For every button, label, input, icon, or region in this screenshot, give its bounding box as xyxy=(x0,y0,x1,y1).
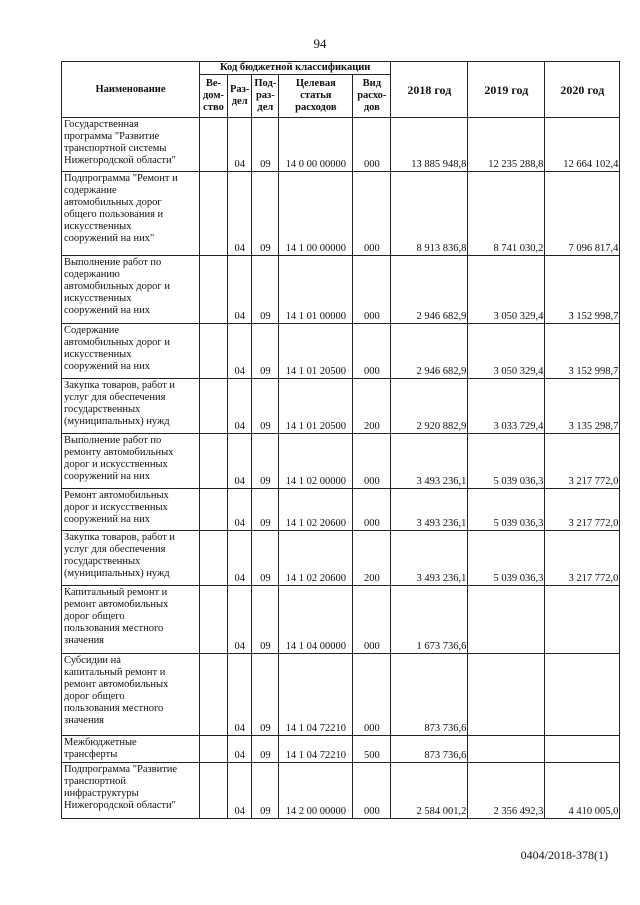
row-vid: 000 xyxy=(353,324,391,379)
row-statya: 14 1 04 72210 xyxy=(279,736,353,763)
row-vedomstvo xyxy=(200,531,228,586)
row-razdel: 04 xyxy=(228,434,252,489)
table-row xyxy=(62,489,620,531)
row-value-2019: 3 050 329,4 xyxy=(468,256,545,324)
row-podrazdel: 09 xyxy=(252,489,279,531)
row-name: Подпрограмма "Развитие транспортной инфраструктуры Нижегородской области" xyxy=(62,763,200,819)
table-row xyxy=(62,379,620,434)
row-value-2019 xyxy=(468,586,545,654)
row-vedomstvo xyxy=(200,172,228,256)
row-value-2018: 2 946 682,9 xyxy=(391,324,468,379)
row-vedomstvo xyxy=(200,763,228,819)
row-statya: 14 1 04 72210 xyxy=(279,654,353,736)
row-podrazdel: 09 xyxy=(252,434,279,489)
row-statya: 14 1 00 00000 xyxy=(279,172,353,256)
header-year-2019: 2019 год xyxy=(468,62,545,118)
row-vedomstvo xyxy=(200,379,228,434)
row-name: Выполнение работ по содержанию автомобильных дорог и искусственных сооружений на них xyxy=(62,256,200,324)
row-name: Капитальный ремонт и ремонт автомобильных дорог общего пользования местного значения xyxy=(62,586,200,654)
row-podrazdel: 09 xyxy=(252,379,279,434)
row-name: Государственная программа "Развитие транспортной системы Нижегородской области" xyxy=(62,118,200,172)
row-value-2020: 3 152 998,7 xyxy=(545,256,620,324)
row-podrazdel: 09 xyxy=(252,531,279,586)
table-row xyxy=(62,736,620,763)
table-row xyxy=(62,324,620,379)
document-code: 0404/2018-378(1) xyxy=(520,848,608,862)
row-podrazdel: 09 xyxy=(252,172,279,256)
table-row xyxy=(62,586,620,654)
row-podrazdel: 09 xyxy=(252,118,279,172)
row-name: Выполнение работ по ремонту автомобильных дорог и искусственных сооружений на них xyxy=(62,434,200,489)
row-value-2019: 8 741 030,2 xyxy=(468,172,545,256)
row-razdel: 04 xyxy=(228,736,252,763)
row-value-2019: 3 033 729,4 xyxy=(468,379,545,434)
row-value-2019 xyxy=(468,736,545,763)
row-value-2020: 3 217 772,0 xyxy=(545,434,620,489)
table-row xyxy=(62,256,620,324)
row-value-2020: 3 152 998,7 xyxy=(545,324,620,379)
row-value-2020: 12 664 102,4 xyxy=(545,118,620,172)
row-value-2019: 3 050 329,4 xyxy=(468,324,545,379)
row-razdel: 04 xyxy=(228,531,252,586)
row-statya: 14 1 01 20500 xyxy=(279,379,353,434)
row-razdel: 04 xyxy=(228,489,252,531)
table-row xyxy=(62,172,620,256)
row-vid: 200 xyxy=(353,531,391,586)
row-value-2019: 5 039 036,3 xyxy=(468,434,545,489)
table-body xyxy=(62,118,620,819)
row-statya: 14 1 04 00000 xyxy=(279,586,353,654)
row-podrazdel: 09 xyxy=(252,324,279,379)
row-podrazdel: 09 xyxy=(252,763,279,819)
row-value-2018: 1 673 736,6 xyxy=(391,586,468,654)
header-vid: Вид расхо- дов xyxy=(353,75,391,118)
row-podrazdel: 09 xyxy=(252,586,279,654)
row-statya: 14 1 02 20600 xyxy=(279,489,353,531)
row-razdel: 04 xyxy=(228,172,252,256)
row-value-2020 xyxy=(545,736,620,763)
table-row xyxy=(62,531,620,586)
row-name: Закупка товаров, работ и услуг для обеспечения государственных (муниципальных) нужд xyxy=(62,379,200,434)
row-razdel: 04 xyxy=(228,324,252,379)
row-statya: 14 1 02 20600 xyxy=(279,531,353,586)
row-razdel: 04 xyxy=(228,379,252,434)
row-vedomstvo xyxy=(200,434,228,489)
table-row xyxy=(62,434,620,489)
row-podrazdel: 09 xyxy=(252,256,279,324)
row-vid: 000 xyxy=(353,434,391,489)
row-razdel: 04 xyxy=(228,763,252,819)
row-value-2019: 2 356 492,3 xyxy=(468,763,545,819)
row-razdel: 04 xyxy=(228,118,252,172)
row-vid: 000 xyxy=(353,586,391,654)
row-vid: 000 xyxy=(353,654,391,736)
row-value-2019: 5 039 036,3 xyxy=(468,489,545,531)
row-value-2018: 3 493 236,1 xyxy=(391,434,468,489)
header-statya: Целевая статья расходов xyxy=(279,75,353,118)
row-value-2020: 3 217 772,0 xyxy=(545,531,620,586)
row-value-2018: 3 493 236,1 xyxy=(391,489,468,531)
row-vedomstvo xyxy=(200,256,228,324)
row-value-2018: 8 913 836,8 xyxy=(391,172,468,256)
table-row xyxy=(62,763,620,819)
row-name: Ремонт автомобильных дорог и искусственных сооружений на них xyxy=(62,489,200,531)
row-name: Подпрограмма "Ремонт и содержание автомобильных дорог общего пользования и искусственных сооружений на них" xyxy=(62,172,200,256)
row-statya: 14 1 01 00000 xyxy=(279,256,353,324)
row-statya: 14 1 01 20500 xyxy=(279,324,353,379)
header-classification-group: Код бюджетной классификации xyxy=(200,62,391,75)
row-vedomstvo xyxy=(200,489,228,531)
row-value-2018: 13 885 948,8 xyxy=(391,118,468,172)
row-vedomstvo xyxy=(200,118,228,172)
row-value-2018: 873 736,6 xyxy=(391,654,468,736)
header-podrazdel: Под- раз- дел xyxy=(252,75,279,118)
row-name: Субсидии на капитальный ремонт и ремонт автомобильных дорог общего пользования местного значения xyxy=(62,654,200,736)
row-value-2020: 3 217 772,0 xyxy=(545,489,620,531)
budget-table xyxy=(61,61,620,819)
row-value-2019 xyxy=(468,654,545,736)
row-statya: 14 2 00 00000 xyxy=(279,763,353,819)
row-vid: 000 xyxy=(353,256,391,324)
row-name: Содержание автомобильных дорог и искусственных сооружений на них xyxy=(62,324,200,379)
row-vedomstvo xyxy=(200,586,228,654)
row-vedomstvo xyxy=(200,324,228,379)
table-row xyxy=(62,654,620,736)
header-vedomstvo: Ве- дом- ство xyxy=(200,75,228,118)
row-name: Межбюджетные трансферты xyxy=(62,736,200,763)
row-value-2020: 3 135 298,7 xyxy=(545,379,620,434)
header-year-2018: 2018 год xyxy=(391,62,468,118)
row-vedomstvo xyxy=(200,736,228,763)
row-vid: 000 xyxy=(353,489,391,531)
row-vid: 000 xyxy=(353,763,391,819)
header-year-2020: 2020 год xyxy=(545,62,620,118)
row-vid: 500 xyxy=(353,736,391,763)
row-razdel: 04 xyxy=(228,586,252,654)
row-value-2018: 3 493 236,1 xyxy=(391,531,468,586)
table-row xyxy=(62,118,620,172)
page-number: 94 xyxy=(313,36,327,51)
row-value-2020 xyxy=(545,586,620,654)
row-statya: 14 0 00 00000 xyxy=(279,118,353,172)
row-value-2020: 7 096 817,4 xyxy=(545,172,620,256)
row-value-2018: 2 584 001,2 xyxy=(391,763,468,819)
header-razdel: Раз- дел xyxy=(228,75,252,118)
row-vid: 200 xyxy=(353,379,391,434)
row-value-2018: 2 946 682,9 xyxy=(391,256,468,324)
row-value-2020 xyxy=(545,654,620,736)
row-value-2020: 4 410 005,0 xyxy=(545,763,620,819)
row-podrazdel: 09 xyxy=(252,654,279,736)
row-razdel: 04 xyxy=(228,654,252,736)
row-value-2019: 5 039 036,3 xyxy=(468,531,545,586)
row-vedomstvo xyxy=(200,654,228,736)
row-value-2018: 873 736,6 xyxy=(391,736,468,763)
row-razdel: 04 xyxy=(228,256,252,324)
row-value-2019: 12 235 288,8 xyxy=(468,118,545,172)
row-vid: 000 xyxy=(353,118,391,172)
row-vid: 000 xyxy=(353,172,391,256)
row-podrazdel: 09 xyxy=(252,736,279,763)
row-value-2018: 2 920 882,9 xyxy=(391,379,468,434)
row-statya: 14 1 02 00000 xyxy=(279,434,353,489)
row-name: Закупка товаров, работ и услуг для обеспечения государственных (муниципальных) нужд xyxy=(62,531,200,586)
header-name: Наименование xyxy=(62,62,200,118)
